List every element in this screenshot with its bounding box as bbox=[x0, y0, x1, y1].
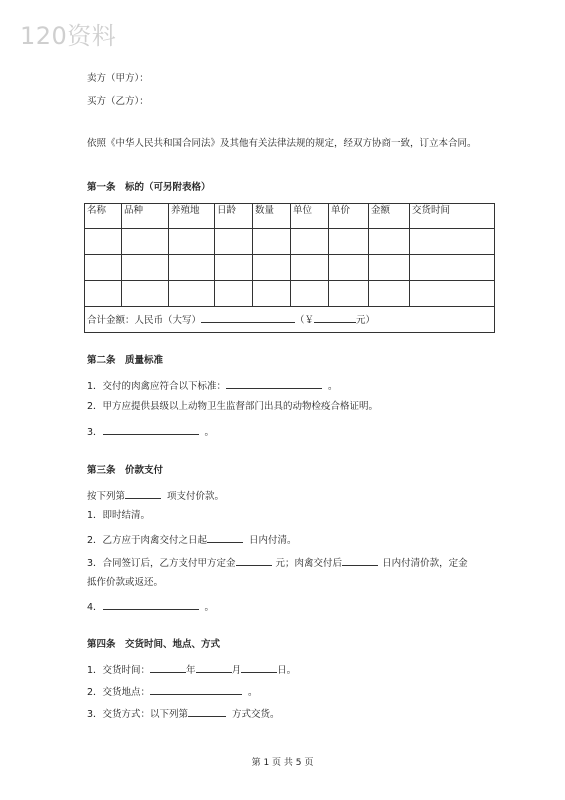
month-blank[interactable] bbox=[196, 662, 232, 673]
delivery-method-blank[interactable] bbox=[188, 706, 226, 717]
year-blank[interactable] bbox=[150, 662, 186, 673]
col-header: 交货时间 bbox=[410, 204, 495, 229]
col-header: 养殖地 bbox=[169, 204, 215, 229]
article3-lead: 按下列第 项支付价款。 bbox=[87, 488, 224, 503]
day-blank[interactable] bbox=[241, 662, 277, 673]
total-amount-cell: 合计金额：人民币（大写） （￥ 元） bbox=[85, 307, 495, 333]
article4-item3: 3．交货方式：以下列第 方式交货。 bbox=[87, 706, 280, 721]
article4-item1: 1．交货时间： 年 月 日。 bbox=[87, 662, 296, 677]
article3-item2: 2．乙方应于肉禽交付之日起 日内付清。 bbox=[87, 532, 297, 547]
item3-blank[interactable] bbox=[103, 424, 199, 435]
total-words-blank[interactable] bbox=[201, 312, 295, 323]
article2-item2: 2．甲方应提供县级以上动物卫生监督部门出具的动物检疫合格证明。 bbox=[87, 401, 379, 412]
col-header: 金额 bbox=[369, 204, 410, 229]
table-total-row bbox=[85, 307, 495, 333]
table-row bbox=[85, 281, 495, 307]
article1-title: 第一条 标的（可另附表格） bbox=[87, 182, 211, 193]
article3-item1: 1．即时结清。 bbox=[87, 510, 151, 521]
seller-line: 卖方（甲方）： bbox=[87, 73, 149, 84]
standard-blank[interactable] bbox=[226, 378, 322, 389]
intro-paragraph: 依照《中华人民共和国合同法》及其他有关法律法规的规定，经双方协商一致，订立本合同。 bbox=[87, 138, 477, 149]
table-row bbox=[85, 229, 495, 255]
article2-item1: 1．交付的肉禽应符合以下标准： 。 bbox=[87, 378, 338, 393]
col-header: 品种 bbox=[122, 204, 169, 229]
col-header: 数量 bbox=[253, 204, 291, 229]
days-blank[interactable] bbox=[207, 532, 243, 543]
article4-item2: 2．交货地点： 。 bbox=[87, 684, 258, 699]
payoff-days-blank[interactable] bbox=[342, 555, 378, 566]
goods-table bbox=[84, 203, 495, 333]
total-number-blank[interactable] bbox=[314, 312, 356, 323]
col-header: 日龄 bbox=[215, 204, 253, 229]
article4-title: 第四条 交货时间、地点、方式 bbox=[87, 639, 221, 650]
payment-option-blank[interactable] bbox=[125, 488, 161, 499]
deposit-blank[interactable] bbox=[236, 555, 272, 566]
page-footer: 第 1 页 共 5 页 bbox=[251, 758, 314, 768]
table-row bbox=[85, 255, 495, 281]
article3-title: 第三条 价款支付 bbox=[87, 465, 164, 476]
col-header: 名称 bbox=[85, 204, 122, 229]
article2-item3: 3． 。 bbox=[87, 424, 214, 439]
article3-item3: 3．合同签订后，乙方支付甲方定金 元；肉禽交付后 日内付清价款，定金 bbox=[87, 555, 468, 570]
watermark-logo: 120资料 bbox=[20, 22, 117, 50]
buyer-line: 买方（乙方）： bbox=[87, 96, 149, 107]
other-payment-blank[interactable] bbox=[103, 599, 199, 610]
col-header: 单价 bbox=[329, 204, 369, 229]
col-header: 单位 bbox=[291, 204, 329, 229]
article3-item3-cont: 抵作价款或返还。 bbox=[87, 577, 164, 588]
article2-title: 第二条 质量标准 bbox=[87, 355, 164, 366]
delivery-place-blank[interactable] bbox=[150, 684, 242, 695]
article3-item4: 4． 。 bbox=[87, 599, 214, 614]
table-header-row bbox=[85, 204, 495, 229]
total-label: 合计金额：人民币（大写） bbox=[87, 315, 202, 326]
